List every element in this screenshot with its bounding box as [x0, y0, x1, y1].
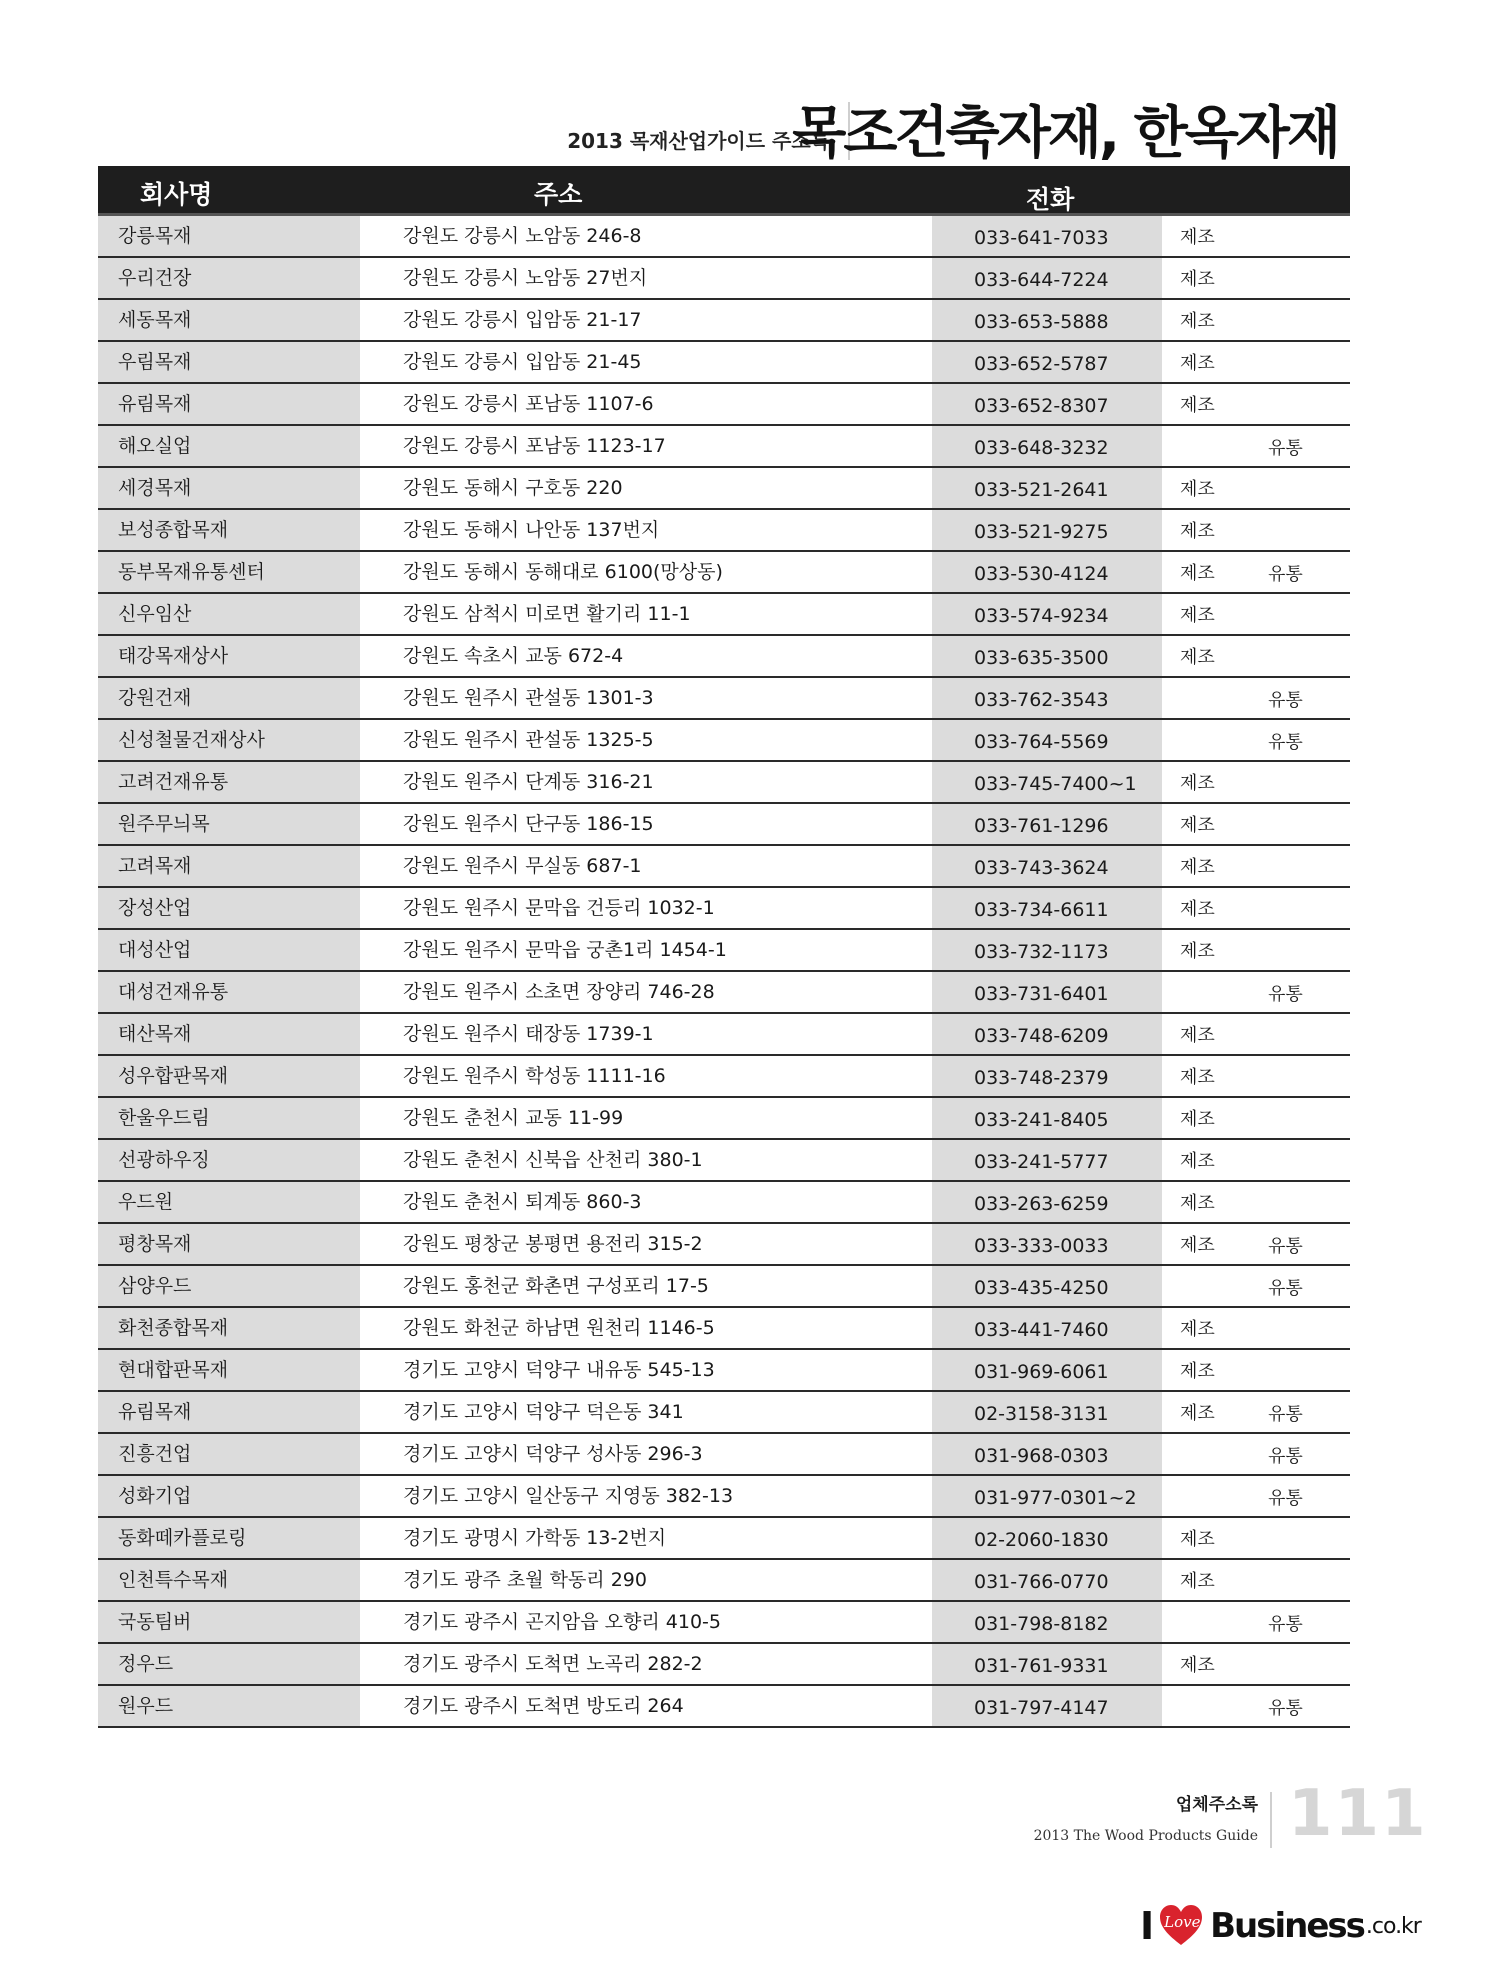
company-phone: 033-241-8405 — [932, 1098, 1162, 1138]
heart-icon — [1158, 1903, 1204, 1949]
table-row — [98, 1392, 1350, 1434]
company-name: 성우합판목재 — [98, 1056, 360, 1096]
table-row — [98, 1056, 1350, 1098]
manufacture-flag: 제조 — [1180, 1109, 1215, 1130]
company-name: 현대합판목재 — [98, 1350, 360, 1390]
manufacture-flag: 제조 — [1180, 563, 1215, 584]
company-name: 정우드 — [98, 1644, 360, 1684]
company-address: 경기도 고양시 덕양구 덕은동 341 — [403, 1401, 684, 1423]
company-address: 강원도 원주시 무실동 687-1 — [403, 855, 642, 877]
company-phone: 033-635-3500 — [932, 636, 1162, 676]
manufacture-flag: 제조 — [1180, 1571, 1215, 1592]
company-address: 강원도 원주시 학성동 1111-16 — [403, 1065, 666, 1087]
manufacture-flag: 제조 — [1180, 605, 1215, 626]
company-name: 해오실업 — [98, 426, 360, 466]
company-phone: 033-653-5888 — [932, 300, 1162, 340]
manufacture-flag: 제조 — [1180, 269, 1215, 290]
table-row — [98, 594, 1350, 636]
manufacture-flag: 제조 — [1180, 479, 1215, 500]
manufacture-flag: 제조 — [1180, 1319, 1215, 1340]
table-row — [98, 1182, 1350, 1224]
table-row — [98, 1518, 1350, 1560]
company-phone: 033-530-4124 — [932, 552, 1162, 592]
table-row — [98, 510, 1350, 552]
table-row — [98, 258, 1350, 300]
table-row — [98, 1266, 1350, 1308]
company-address: 강원도 원주시 문막읍 건등리 1032-1 — [403, 897, 715, 919]
company-name: 신성철물건재상사 — [98, 720, 360, 760]
company-name: 태산목재 — [98, 1014, 360, 1054]
manufacture-flag: 제조 — [1180, 395, 1215, 416]
table-row — [98, 216, 1350, 258]
company-phone: 031-798-8182 — [932, 1602, 1162, 1642]
company-name: 고려건재유통 — [98, 762, 360, 802]
company-address: 강원도 원주시 관설동 1301-3 — [403, 687, 654, 709]
company-name: 강릉목재 — [98, 216, 360, 256]
manufacture-flag: 제조 — [1180, 1193, 1215, 1214]
table-body — [98, 216, 1350, 1728]
company-address: 강원도 원주시 단구동 186-15 — [403, 813, 654, 835]
table-row — [98, 384, 1350, 426]
page-number: 111 — [1288, 1777, 1428, 1851]
company-phone: 033-748-6209 — [932, 1014, 1162, 1054]
logo-business: Business — [1210, 1906, 1364, 1946]
manufacture-flag: 제조 — [1180, 941, 1215, 962]
company-name: 유림목재 — [98, 1392, 360, 1432]
company-phone: 02-3158-3131 — [932, 1392, 1162, 1432]
company-address: 강원도 홍천군 화촌면 구성포리 17-5 — [403, 1275, 709, 1297]
table-row — [98, 846, 1350, 888]
company-phone: 033-743-3624 — [932, 846, 1162, 886]
brand-logo — [1140, 1904, 1421, 1948]
company-phone: 031-797-4147 — [932, 1686, 1162, 1726]
company-address: 강원도 강릉시 입암동 21-17 — [403, 309, 642, 331]
table-row — [98, 1476, 1350, 1518]
company-name: 대성건재유통 — [98, 972, 360, 1012]
company-address: 경기도 광주시 도척면 방도리 264 — [403, 1695, 684, 1717]
table-row — [98, 1644, 1350, 1686]
company-phone: 033-648-3232 — [932, 426, 1162, 466]
company-phone: 033-748-2379 — [932, 1056, 1162, 1096]
company-address: 강원도 강릉시 입암동 21-45 — [403, 351, 642, 373]
company-phone: 02-2060-1830 — [932, 1518, 1162, 1558]
manufacture-flag: 제조 — [1180, 1403, 1215, 1424]
company-address: 강원도 강릉시 노암동 246-8 — [403, 225, 642, 247]
company-address: 강원도 속초시 교동 672-4 — [403, 645, 624, 667]
company-address: 강원도 강릉시 노암동 27번지 — [403, 267, 648, 289]
company-name: 국동팀버 — [98, 1602, 360, 1642]
company-name: 보성종합목재 — [98, 510, 360, 550]
company-address: 강원도 동해시 동해대로 6100(망상동) — [403, 561, 723, 583]
manufacture-flag: 제조 — [1180, 815, 1215, 836]
table-row — [98, 468, 1350, 510]
distribution-flag: 유통 — [1268, 1404, 1303, 1425]
column-header-address: 주소 — [534, 180, 583, 209]
logo-love: Love — [1164, 1913, 1201, 1931]
company-name: 우리건장 — [98, 258, 360, 298]
column-header-name: 회사명 — [140, 180, 213, 209]
distribution-flag: 유통 — [1268, 690, 1303, 711]
company-name: 세동목재 — [98, 300, 360, 340]
company-address: 강원도 원주시 관설동 1325-5 — [403, 729, 654, 751]
table-row — [98, 1350, 1350, 1392]
company-address: 강원도 강릉시 포남동 1123-17 — [403, 435, 666, 457]
company-name: 평창목재 — [98, 1224, 360, 1264]
company-name: 태강목재상사 — [98, 636, 360, 676]
company-name: 원주무늬목 — [98, 804, 360, 844]
table-row — [98, 888, 1350, 930]
company-address: 강원도 동해시 나안동 137번지 — [403, 519, 660, 541]
company-name: 화천종합목재 — [98, 1308, 360, 1348]
distribution-flag: 유통 — [1268, 1278, 1303, 1299]
company-phone: 031-977-0301~2 — [932, 1476, 1162, 1516]
company-phone: 033-521-2641 — [932, 468, 1162, 508]
table-row — [98, 762, 1350, 804]
company-phone: 033-731-6401 — [932, 972, 1162, 1012]
company-phone: 033-745-7400~1 — [932, 762, 1162, 802]
company-name: 강원건재 — [98, 678, 360, 718]
manufacture-flag: 제조 — [1180, 857, 1215, 878]
distribution-flag: 유통 — [1268, 1236, 1303, 1257]
table-row — [98, 1560, 1350, 1602]
table-row — [98, 426, 1350, 468]
company-phone: 033-762-3543 — [932, 678, 1162, 718]
company-phone: 031-766-0770 — [932, 1560, 1162, 1600]
company-phone: 033-734-6611 — [932, 888, 1162, 928]
footer-subtitle: 2013 The Wood Products Guide — [1033, 1828, 1258, 1844]
manufacture-flag: 제조 — [1180, 353, 1215, 374]
company-phone: 031-969-6061 — [932, 1350, 1162, 1390]
company-name: 동부목재유통센터 — [98, 552, 360, 592]
company-address: 강원도 원주시 문막읍 궁촌1리 1454-1 — [403, 939, 727, 961]
header-subtitle: 2013 목재산업가이드 주소록 — [567, 129, 830, 153]
distribution-flag: 유통 — [1268, 732, 1303, 753]
company-phone: 033-263-6259 — [932, 1182, 1162, 1222]
table-row — [98, 678, 1350, 720]
company-name: 원우드 — [98, 1686, 360, 1726]
company-phone: 033-641-7033 — [932, 216, 1162, 256]
manufacture-flag: 제조 — [1180, 227, 1215, 248]
company-name: 한울우드림 — [98, 1098, 360, 1138]
company-phone: 033-764-5569 — [932, 720, 1162, 760]
company-name: 대성산업 — [98, 930, 360, 970]
column-header-phone: 전화 — [1026, 185, 1075, 214]
company-name: 세경목재 — [98, 468, 360, 508]
company-phone: 033-574-9234 — [932, 594, 1162, 634]
table-row — [98, 1686, 1350, 1728]
table-header — [98, 166, 1350, 216]
table-row — [98, 1014, 1350, 1056]
company-address: 강원도 삼척시 미로면 활기리 11-1 — [403, 603, 691, 625]
table-row — [98, 930, 1350, 972]
company-name: 성화기업 — [98, 1476, 360, 1516]
distribution-flag: 유통 — [1268, 1614, 1303, 1635]
company-phone: 033-652-5787 — [932, 342, 1162, 382]
company-name: 삼양우드 — [98, 1266, 360, 1306]
company-name: 신우임산 — [98, 594, 360, 634]
table-row — [98, 1434, 1350, 1476]
company-table — [98, 166, 1350, 1728]
company-address: 경기도 광주 초월 학동리 290 — [403, 1569, 647, 1591]
company-phone: 033-644-7224 — [932, 258, 1162, 298]
company-address: 경기도 고양시 일산동구 지영동 382-13 — [403, 1485, 734, 1507]
company-name: 유림목재 — [98, 384, 360, 424]
manufacture-flag: 제조 — [1180, 521, 1215, 542]
table-row — [98, 1602, 1350, 1644]
manufacture-flag: 제조 — [1180, 899, 1215, 920]
company-address: 경기도 고양시 덕양구 성사동 296-3 — [403, 1443, 703, 1465]
table-row — [98, 300, 1350, 342]
company-name: 인천특수목재 — [98, 1560, 360, 1600]
company-name: 진흥건업 — [98, 1434, 360, 1474]
manufacture-flag: 제조 — [1180, 647, 1215, 668]
manufacture-flag: 제조 — [1180, 1025, 1215, 1046]
company-phone: 033-241-5777 — [932, 1140, 1162, 1180]
company-address: 강원도 화천군 하남면 원천리 1146-5 — [403, 1317, 715, 1339]
manufacture-flag: 제조 — [1180, 1529, 1215, 1550]
company-name: 우드원 — [98, 1182, 360, 1222]
company-phone: 033-333-0033 — [932, 1224, 1162, 1264]
company-name: 장성산업 — [98, 888, 360, 928]
table-row — [98, 552, 1350, 594]
table-row — [98, 1308, 1350, 1350]
company-address: 경기도 광주시 도척면 노곡리 282-2 — [403, 1653, 703, 1675]
page-header — [98, 96, 1348, 166]
company-phone: 033-441-7460 — [932, 1308, 1162, 1348]
company-address: 강원도 동해시 구호동 220 — [403, 477, 623, 499]
company-address: 경기도 광주시 곤지암읍 오향리 410-5 — [403, 1611, 721, 1633]
company-address: 강원도 춘천시 교동 11-99 — [403, 1107, 624, 1129]
company-name: 우림목재 — [98, 342, 360, 382]
company-address: 강원도 원주시 소초면 장양리 746-28 — [403, 981, 715, 1003]
distribution-flag: 유통 — [1268, 1698, 1303, 1719]
company-phone: 031-968-0303 — [932, 1434, 1162, 1474]
manufacture-flag: 제조 — [1180, 311, 1215, 332]
company-phone: 033-732-1173 — [932, 930, 1162, 970]
manufacture-flag: 제조 — [1180, 1655, 1215, 1676]
table-row — [98, 1224, 1350, 1266]
company-address: 강원도 원주시 태장동 1739-1 — [403, 1023, 654, 1045]
company-address: 강원도 강릉시 포남동 1107-6 — [403, 393, 654, 415]
manufacture-flag: 제조 — [1180, 773, 1215, 794]
table-row — [98, 1140, 1350, 1182]
company-address: 강원도 원주시 단계동 316-21 — [403, 771, 654, 793]
table-row — [98, 342, 1350, 384]
company-phone: 033-652-8307 — [932, 384, 1162, 424]
distribution-flag: 유통 — [1268, 984, 1303, 1005]
distribution-flag: 유통 — [1268, 1488, 1303, 1509]
table-row — [98, 720, 1350, 762]
table-row — [98, 804, 1350, 846]
table-row — [98, 972, 1350, 1014]
company-address: 강원도 평창군 봉평면 용전리 315-2 — [403, 1233, 703, 1255]
company-name: 동화떼카플로링 — [98, 1518, 360, 1558]
company-phone: 033-761-1296 — [932, 804, 1162, 844]
table-row — [98, 636, 1350, 678]
company-phone: 033-521-9275 — [932, 510, 1162, 550]
company-name: 선광하우징 — [98, 1140, 360, 1180]
logo-domain: .co.kr — [1365, 1913, 1421, 1939]
company-address: 경기도 광명시 가학동 13-2번지 — [403, 1527, 667, 1549]
manufacture-flag: 제조 — [1180, 1361, 1215, 1382]
footer-label: 업체주소록 — [1175, 1795, 1258, 1815]
page-title: 목조건축자재, 한옥자재 — [792, 101, 1338, 166]
distribution-flag: 유통 — [1268, 1446, 1303, 1467]
company-address: 강원도 춘천시 신북읍 산천리 380-1 — [403, 1149, 703, 1171]
table-row — [98, 1098, 1350, 1140]
manufacture-flag: 제조 — [1180, 1151, 1215, 1172]
company-phone: 033-435-4250 — [932, 1266, 1162, 1306]
company-address: 경기도 고양시 덕양구 내유동 545-13 — [403, 1359, 715, 1381]
logo-i: I — [1140, 1904, 1155, 1948]
manufacture-flag: 제조 — [1180, 1067, 1215, 1088]
manufacture-flag: 제조 — [1180, 1235, 1215, 1256]
company-name: 고려목재 — [98, 846, 360, 886]
footer-divider — [1270, 1792, 1272, 1848]
company-phone: 031-761-9331 — [932, 1644, 1162, 1684]
company-address: 강원도 춘천시 퇴계동 860-3 — [403, 1191, 642, 1213]
distribution-flag: 유통 — [1268, 438, 1303, 459]
distribution-flag: 유통 — [1268, 564, 1303, 585]
